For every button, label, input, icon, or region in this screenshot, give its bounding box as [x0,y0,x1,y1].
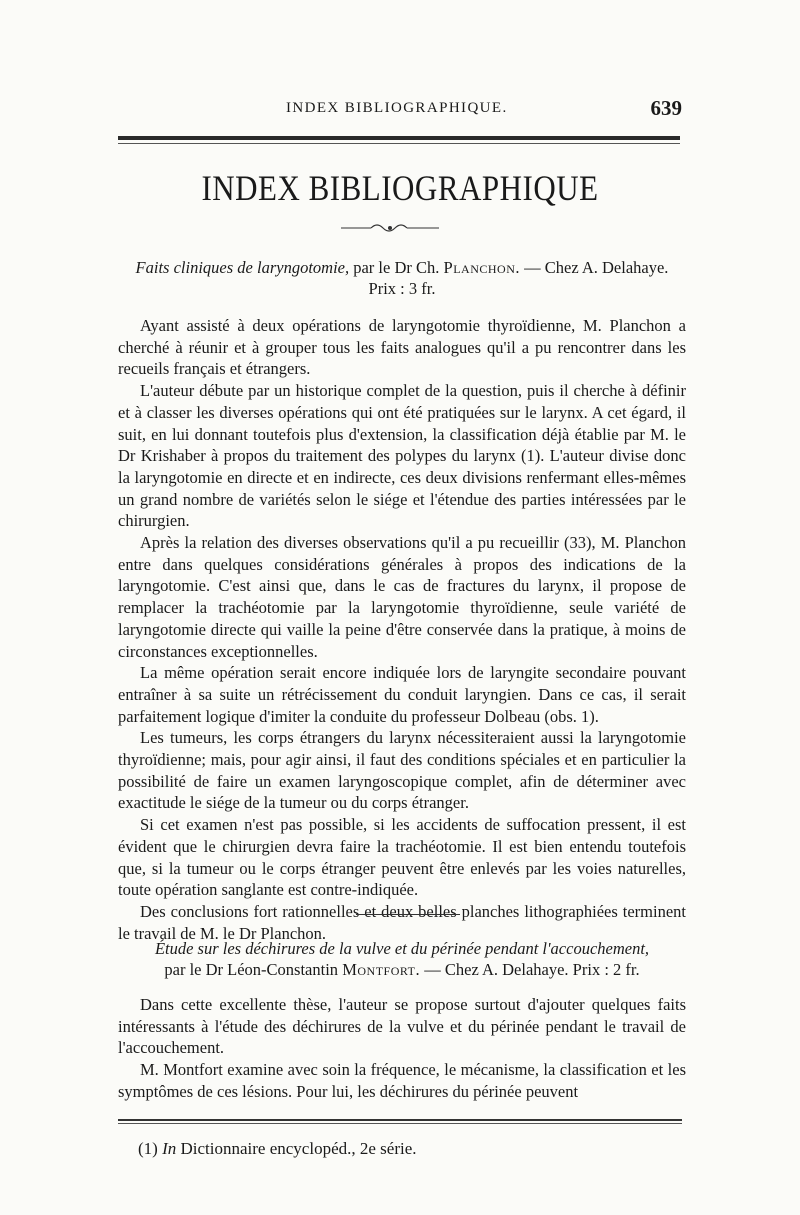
author-prefix: par le Dr Léon-Constantin [164,960,339,979]
review-montfort [118,938,686,1103]
paragraph: Après la relation des diverses observations qu'il a pu recueillir (33), M. Planchon entre dans quelques considérations générales à propos des indications de la laryngotomie. C'est ainsi que, dans le cas de fractures du larynx, il propose de remplacer la trachéotomie par la laryngotomie thyroïdienne, seule variété de laryngotomie directe qui vaille la peine d'être conservée dans la pratique, à moins de circonstances exceptionnelles. [118,533,686,661]
publisher: — Chez A. Delahaye. [524,258,669,277]
ornament-divider [341,220,439,236]
paragraph: Dans cette excellente thèse, l'auteur se propose surtout d'ajouter quelques faits intéressants à l'étude des déchirures de la vulve et du périnée pendant le travail de l'accouchement. [118,995,686,1058]
author-name: Montfort. [342,960,421,979]
footnote-mark: (1) [138,1139,158,1158]
author-prefix: par le Dr Ch. [353,258,440,277]
running-title: INDEX BIBLIOGRAPHIQUE. [286,100,508,116]
footnote [138,1139,417,1159]
separator-rule [356,914,460,915]
footnote-text: Dictionnaire encyclopéd., 2e série. [180,1139,417,1158]
paragraph: Des conclusions fort rationnelles et deux belles planches lithographiées terminent le travail de M. le Dr Planchon. [118,901,686,943]
author-name: Planchon. [443,258,520,277]
paragraph: L'auteur débute par un historique complet de la question, puis il cherche à définir et à classer les diverses opérations qui ont été pratiquées sur le larynx. A cet égard, il suit, en lui donnant toutefois plus d'extension, la classification déjà établie par M. le Dr Krishaber à propos du traitement des polypes du larynx (1). L'auteur divise donc la laryngotomie en directe et en indirecte, ces deux divisions renfermant elles-mêmes un grand nombre de variétés selon le siége et l'étendue des parties intéressées par le chirurgien. [118,381,686,531]
publisher-price: — Chez A. Delahaye. Prix : 2 fr. [424,960,640,979]
running-head [118,96,682,122]
paragraph: Si cet examen n'est pas possible, si les accidents de suffocation pressent, il est évident que le chirurgien devra faire la trachéotomie. Il est bien entendu toutefois que, si la tumeur ou le corps étranger peuvent être enlevés par les voies naturelles, toute opération sanglante est contre-indiquée. [118,815,686,900]
header-rule-thin [118,143,680,144]
footnote-rule-thin [118,1123,682,1124]
paragraph: La même opération serait encore indiquée lors de laryngite secondaire pouvant entraîner à sa suite un rétrécissement du conduit laryngien. Dans ce cas, il serait parfaitement logique d'imiter la conduite du professeur Dolbeau (obs. 1). [118,663,686,726]
review-planchon [118,257,686,944]
footnote-rule [118,1119,682,1121]
paragraph: Les tumeurs, les corps étrangers du larynx nécessiteraient aussi la laryngotomie thyroïdienne; mais, pour agir ainsi, il faut des conditions spéciales et en particulier la possibilité de faire un examen laryngoscopique complet, afin de déterminer avec exactitude le siége de la tumeur ou du corps étranger. [118,728,686,813]
paragraph: M. Montfort examine avec soin la fréquence, le mécanisme, la classification et les symptômes de ces lésions. Pour lui, les déchirures du périnée peuvent [118,1060,686,1101]
book-title: Étude sur les déchirures de la vulve et du périnée pendant l'accouchement, [154,939,650,958]
section-title: INDEX BIBLIOGRAPHIQUE [201,168,599,209]
book-title: Faits cliniques de laryngotomie, [135,258,350,277]
footnote-italic: In [162,1139,177,1158]
header-rule [118,136,680,140]
review-heading [118,257,686,299]
review-heading [118,938,686,980]
price: Prix : 3 fr. [368,279,436,298]
paragraph: Ayant assisté à deux opérations de laryngotomie thyroïdienne, M. Planchon a cherché à réunir et à grouper tous les faits analogues qu'il a pu rencontrer dans les recueils français et étrangers. [118,316,686,379]
page-number: 639 [650,96,682,120]
